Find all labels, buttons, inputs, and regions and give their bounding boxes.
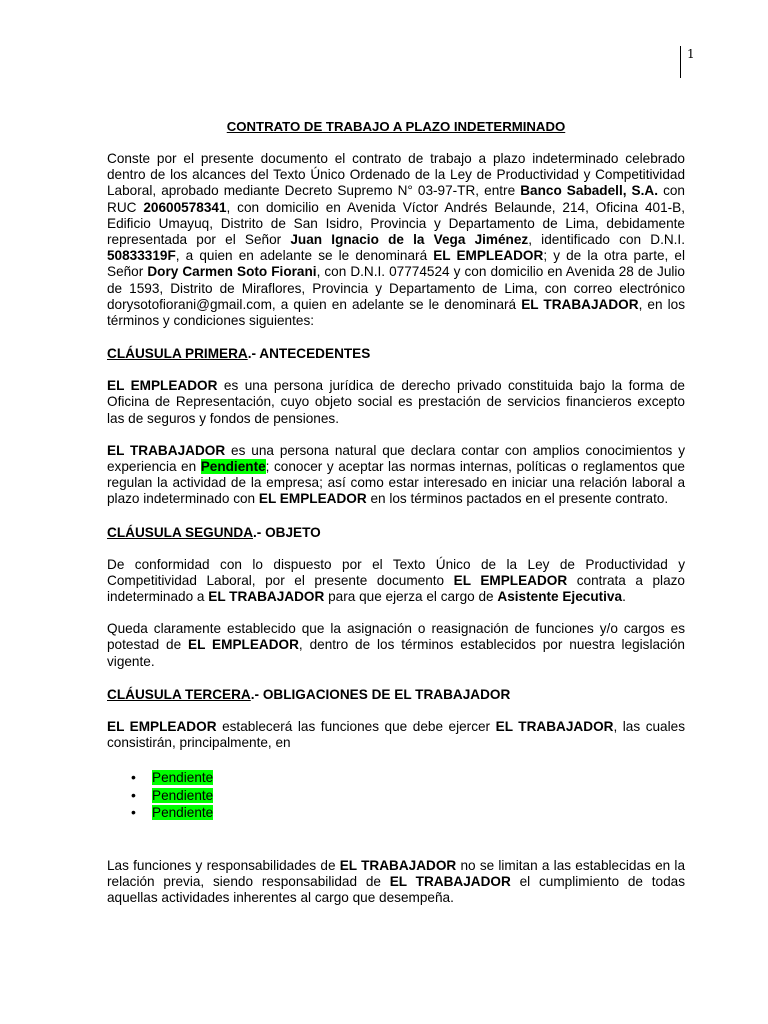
list-item: • Pendiente	[131, 786, 214, 803]
clause-3-heading: CLÁUSULA TERCERA.- OBLIGACIONES DE EL TRABAJADOR	[107, 686, 511, 702]
clause-2-paragraph-2: Queda claramente establecido que la asignación o reasignación de funciones y/o cargos es potestad de EL EMPLEADOR, dentro de los términos establecidos por nuestra legislación vigente.	[107, 621, 685, 669]
bullet-icon: •	[131, 769, 136, 786]
intro-paragraph: Conste por el presente documento el contrato de trabajo a plazo indeterminado celebrado dentro de los alcances del Texto Único Ordenado de la Ley de Productividad y Competitividad Laboral, aprobado mediante Decreto Supremo N° 03-97-TR, entre Banco Sabadell, S.A. con RUC 20600578341, con domicilio en Avenida Víctor Andrés Belaunde, 214, Oficina 401-B, Edificio Umayuq, Distrito de San Isidro, Provincia y Departamento de Lima, debidamente representada por el Señor Juan Ignacio de la Vega Jiménez, identificado con D.N.I. 50833319F, a quien en adelante se le denominará EL EMPLEADOR; y de la otra parte, el Señor Dory Carmen Soto Fiorani, con D.N.I. 07774524 y con domicilio en Avenida 28 de Julio de 1593, Distrito de Miraflores, Provincia y Departamento de Lima, con correo electrónico dorysotofiorani@gmail.com, a quien en adelante se le denominará EL TRABAJADOR, en los términos y condiciones siguientes:	[107, 151, 686, 329]
clause-2-paragraph-1: De conformidad con lo dispuesto por el Texto Único de la Ley de Productividad y Competitividad Laboral, por el presente documento EL EMPLEADOR contrata a plazo indeterminado a EL TRABAJADOR para que ejerza el cargo de Asistente Ejecutiva.	[107, 556, 685, 605]
document-body	[107, 118, 685, 906]
document-title: CONTRATO DE TRABAJO A PLAZO INDETERMINADO	[226, 119, 566, 134]
page-number: 1	[680, 46, 695, 78]
pending-highlight: Pendiente	[200, 459, 266, 475]
clause-1-paragraph-2: EL TRABAJADOR es una persona natural que declara contar con amplios conocimientos y experiencia en Pendiente; conocer y aceptar las normas internas, políticas o reglamentos que regulan la actividad de la empresa; así como estar interesado en iniciar una relación laboral a plazo indeterminado con EL EMPLEADOR en los términos pactados en el presente contrato.	[107, 442, 685, 507]
clause-3-paragraph-2: Las funciones y responsabilidades de EL TRABAJADOR no se limitan a las establecidas en la relación previa, siendo responsabilidad de EL TRABAJADOR el cumplimiento de todas aquellas actividades inherentes al cargo que desempeña.	[107, 857, 686, 906]
functions-list	[107, 769, 685, 822]
bullet-icon: •	[131, 786, 136, 803]
clause-1-heading: CLÁUSULA PRIMERA.- ANTECEDENTES	[107, 346, 371, 362]
list-item: • Pendiente	[131, 769, 214, 786]
bullet-icon: •	[131, 804, 136, 821]
list-item: • Pendiente	[131, 804, 214, 821]
clause-1-paragraph-1: EL EMPLEADOR es una persona jurídica de derecho privado constituida bajo la forma de Oficina de Representación, cuyo objeto social es prestación de servicios financieros excepto las de seguros y fondos de pensiones.	[107, 378, 685, 426]
clause-2-heading: CLÁUSULA SEGUNDA.- OBJETO	[107, 524, 321, 540]
clause-3-paragraph-1: EL EMPLEADOR establecerá las funciones que debe ejercer EL TRABAJADOR, las cuales consistirán, principalmente, en	[107, 718, 685, 751]
